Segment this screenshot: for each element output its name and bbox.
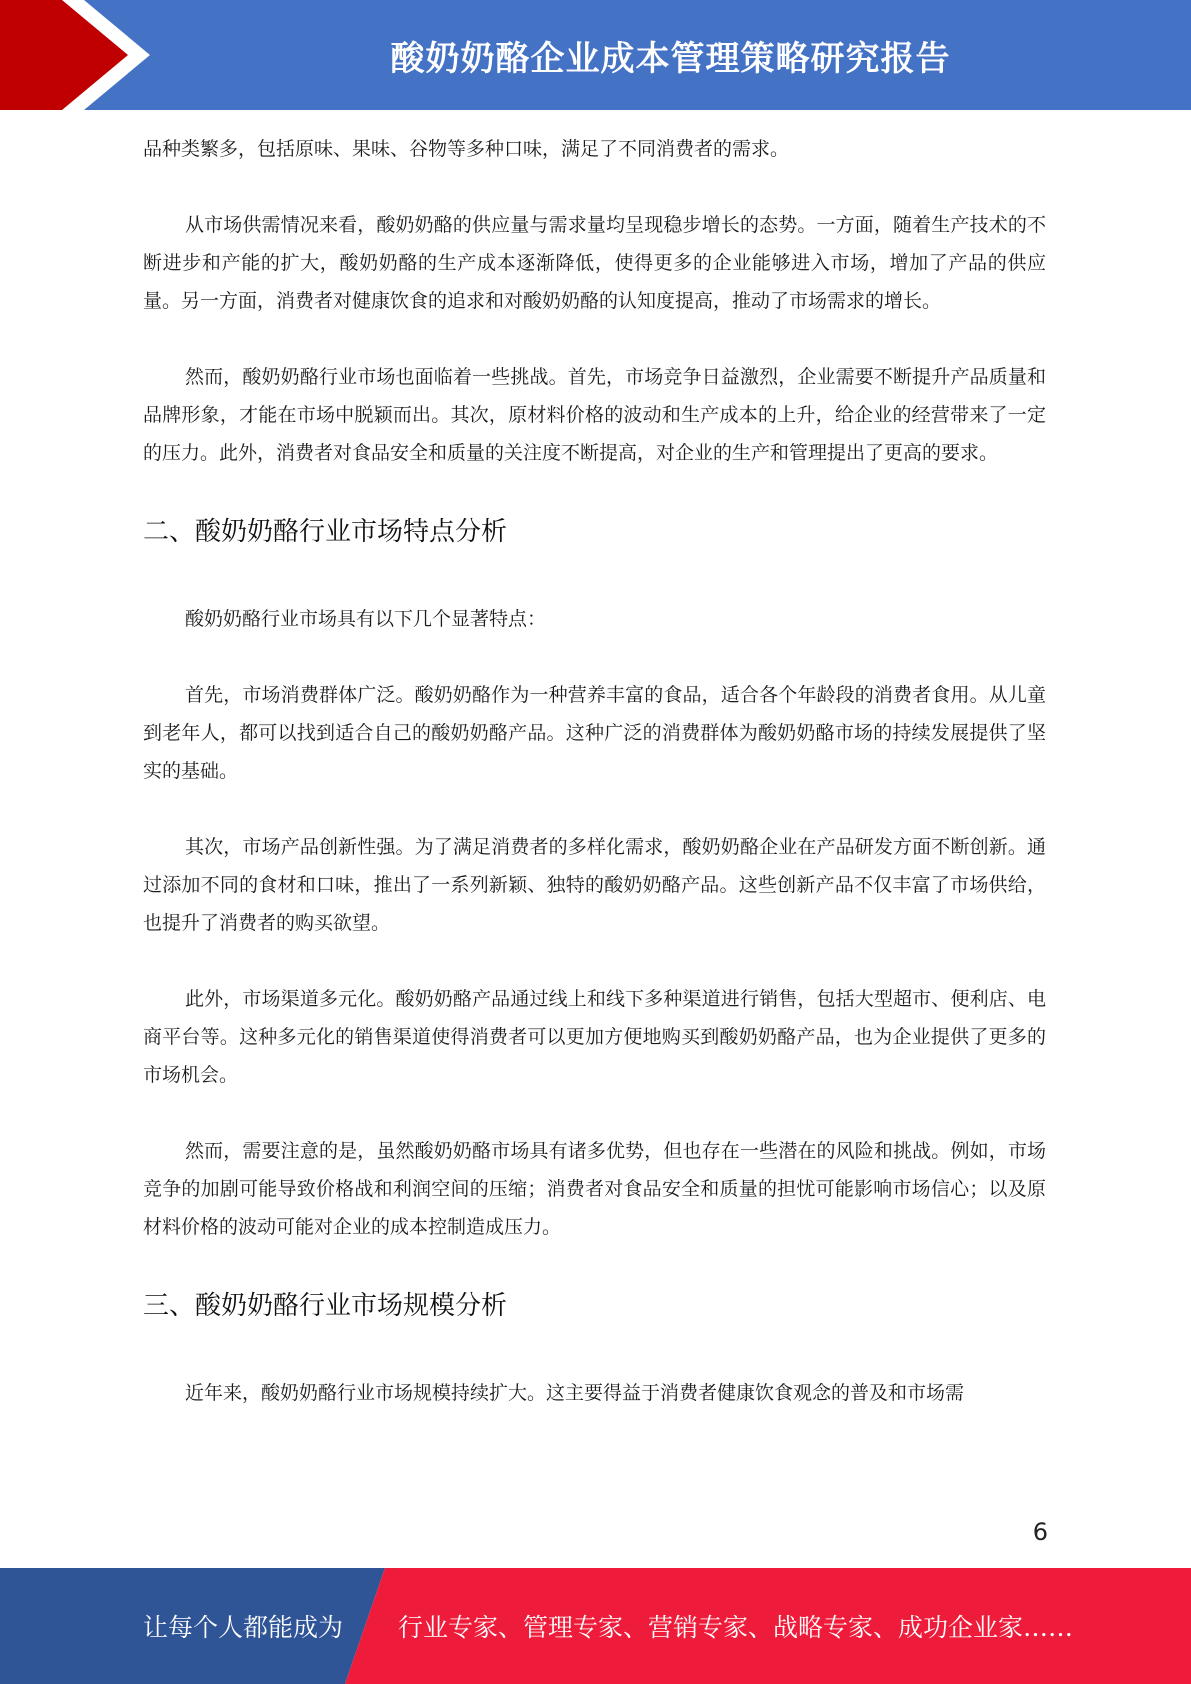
- paragraph: 近年来，酸奶奶酪行业市场规模持续扩大。这主要得益于消费者健康饮食观念的普及和市场需: [185, 1382, 965, 1404]
- document-body: [143, 130, 1046, 1412]
- page-footer: [0, 1568, 1191, 1684]
- paragraph: 此外，市场渠道多元化。酸奶奶酪产品通过线上和线下多种渠道进行销售，包括大型超市、便利店、电商平台等。这种多元化的销售渠道使得消费者可以更加方便地购买到酸奶奶酪产品，也为企业提供了更多的市场机会。: [143, 988, 1046, 1086]
- footer-slogan-left: 让每个人都能成为: [143, 1613, 344, 1642]
- page-header: [0, 0, 1191, 110]
- paragraph: 品种类繁多，包括原味、果味、谷物等多种口味，满足了不同消费者的需求。: [143, 138, 790, 160]
- paragraph: 酸奶奶酪行业市场具有以下几个显著特点：: [185, 608, 547, 630]
- paragraph: 首先，市场消费群体广泛。酸奶奶酪作为一种营养丰富的食品，适合各个年龄段的消费者食用。从儿童到老年人，都可以找到适合自己的酸奶奶酪产品。这种广泛的消费群体为酸奶奶酪市场的持续发展提供了坚实的基础。: [143, 684, 1046, 782]
- paragraph: 然而，酸奶奶酪行业市场也面临着一些挑战。首先，市场竞争日益激烈，企业需要不断提升产品质量和品牌形象，才能在市场中脱颖而出。其次，原材料价格的波动和生产成本的上升，给企业的经营带来了一定的压力。此外，消费者对食品安全和质量的关注度不断提高，对企业的生产和管理提出了更高的要求。: [143, 366, 1046, 464]
- paragraph: 其次，市场产品创新性强。为了满足消费者的多样化需求，酸奶奶酪企业在产品研发方面不断创新。通过添加不同的食材和口味，推出了一系列新颖、独特的酸奶奶酪产品。这些创新产品不仅丰富了市场供给，也提升了消费者的购买欲望。: [143, 836, 1046, 934]
- section-heading: 二、酸奶奶酪行业市场特点分析: [143, 517, 508, 547]
- page-number: 6: [1032, 1518, 1048, 1546]
- section-heading: 三、酸奶奶酪行业市场规模分析: [143, 1291, 508, 1321]
- paragraph: 然而，需要注意的是，虽然酸奶奶酪市场具有诸多优势，但也存在一些潜在的风险和挑战。例如，市场竞争的加剧可能导致价格战和利润空间的压缩；消费者对食品安全和质量的担忧可能影响市场信心；以及原材料价格的波动可能对企业的成本控制造成压力。: [143, 1140, 1046, 1238]
- paragraph: 从市场供需情况来看，酸奶奶酪的供应量与需求量均呈现稳步增长的态势。一方面，随着生产技术的不断进步和产能的扩大，酸奶奶酪的生产成本逐渐降低，使得更多的企业能够进入市场，增加了产品的供应量。另一方面，消费者对健康饮食的追求和对酸奶奶酪的认知度提高，推动了市场需求的增长。: [143, 214, 1046, 312]
- footer-slogan-right: 行业专家、管理专家、营销专家、战略专家、成功企业家……: [398, 1613, 1074, 1642]
- report-title: 酸奶奶酪企业成本管理策略研究报告: [390, 38, 951, 79]
